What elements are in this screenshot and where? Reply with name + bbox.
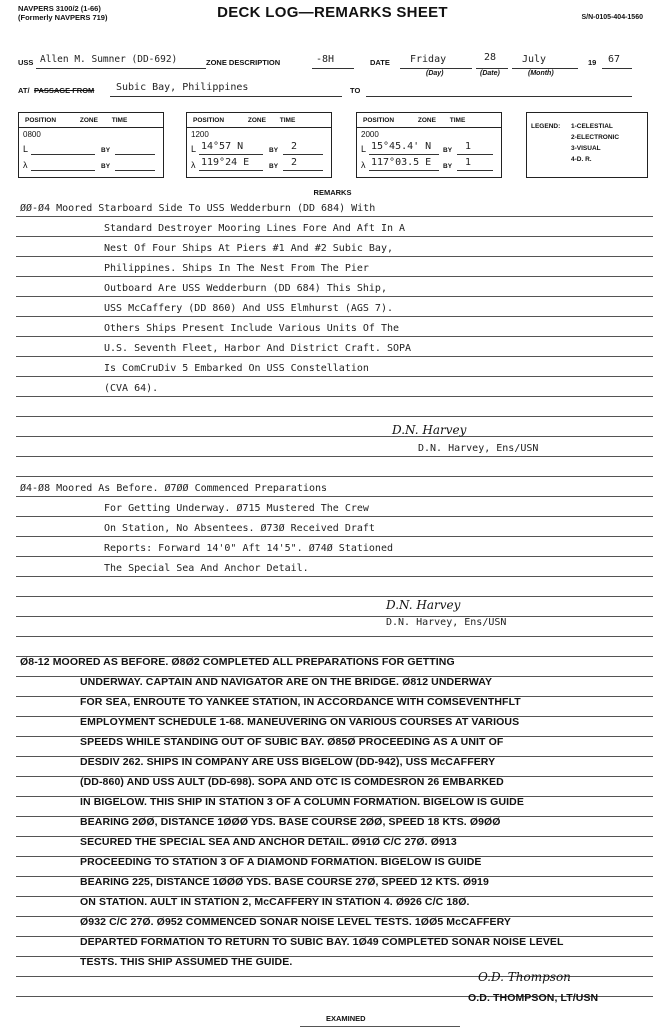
col-zone: ZONE: [247, 117, 266, 124]
legend-item: 4-D. R.: [571, 156, 592, 163]
box-time: 0800: [23, 130, 41, 139]
day-value: Friday: [410, 54, 447, 65]
lon-by-field: [283, 159, 323, 171]
signature: D.N. Harvey: [392, 423, 467, 437]
lon-by-value: 2: [291, 157, 298, 168]
rule-line: [16, 276, 653, 277]
lat-by-field: [283, 143, 323, 155]
col-zone: ZONE: [79, 117, 98, 124]
col-time: TIME: [111, 117, 128, 124]
remark-line: Outboard Are USS Wedderburn (DD 684) This Ship,: [104, 283, 387, 294]
signature: D.N. Harvey: [386, 598, 461, 612]
month-field: [512, 54, 578, 69]
to-label: TO: [350, 86, 361, 95]
rule-line: [16, 376, 653, 377]
month-value: July: [522, 54, 547, 65]
remark-line: USS McCaffery (DD 860) And USS Elmhurst (AGS 7).: [104, 303, 393, 314]
signature: O.D. Thompson: [478, 970, 571, 984]
uss-label: USS: [18, 58, 34, 67]
remark-line: Philippines. Ships In The Nest From The Pier: [104, 263, 369, 274]
location-value: Subic Bay, Philippines: [116, 82, 249, 93]
date-caption: (Date): [480, 70, 500, 77]
rule-line: [16, 416, 653, 417]
lon-by-value: 1: [465, 157, 472, 168]
remark-line: PROCEEDING TO STATION 3 OF A DIAMOND FORMATION. BIGELOW IS GUIDE: [80, 856, 482, 868]
remark-line: Standard Destroyer Mooring Lines Fore And Aft In A: [104, 223, 406, 234]
position-header: [25, 117, 127, 124]
remark-line: DEPARTED FORMATION TO RETURN TO SUBIC BAY. 1Ø49 COMPLETED SONAR NOISE LEVEL: [80, 936, 564, 948]
lon-symbol: λ: [23, 160, 28, 170]
signer-name: O.D. THOMPSON, LT/USN: [468, 992, 599, 1004]
rule-line: [16, 456, 653, 457]
formerly-text: (Formerly NAVPERS 719): [18, 13, 108, 22]
lat-by-field: [115, 143, 155, 155]
zone-field: [312, 54, 354, 69]
signer-name: D.N. Harvey, Ens/USN: [418, 443, 539, 454]
remark-line: Reports: Forward 14'0" Aft 14'5". Ø74Ø Stationed: [104, 543, 393, 554]
lon-symbol: λ: [361, 160, 366, 170]
remark-line: The Special Sea And Anchor Detail.: [104, 563, 309, 574]
remark-line: U.S. Seventh Fleet, Harbor And District Craft. SOPA: [104, 343, 412, 354]
day-field: [400, 54, 472, 69]
by-label: BY: [443, 147, 453, 154]
remark-line: IN BIGELOW. THIS SHIP IN STATION 3 OF A COLUMN FORMATION. BIGELOW IS GUIDE: [80, 796, 524, 808]
remark-line: For Getting Underway. Ø715 Mustered The Crew: [104, 503, 369, 514]
remark-line: SPEEDS WHILE STANDING OUT OF SUBIC BAY. Ø85Ø PROCEEDING AS A UNIT OF: [80, 736, 504, 748]
lat-value: 15°45.4' N: [371, 141, 432, 152]
year-prefix: 19: [588, 58, 597, 67]
lat-field: [369, 143, 439, 155]
day-caption: (Day): [426, 70, 444, 77]
stock-number: S/N-0105-404-1560: [581, 14, 643, 21]
rule-line: [16, 356, 653, 357]
rule-line: [16, 536, 653, 537]
position-header: [193, 117, 295, 124]
lat-by-value: 2: [291, 141, 298, 152]
lon-value: 119°24 E: [201, 157, 250, 168]
rule-line: [16, 576, 653, 577]
remark-line: (DD-860) AND USS AULT (DD-698). SOPA AND OTC IS COMDESRON 26 EMBARKED: [80, 776, 504, 788]
lon-field: [369, 159, 439, 171]
lon-field: [31, 159, 95, 171]
examined-line: [300, 1026, 460, 1027]
remark-line: On Station, No Absentees. Ø73Ø Received Draft: [104, 523, 375, 534]
remark-line: SECURED THE SPECIAL SEA AND ANCHOR DETAIL. Ø91Ø C/C 27Ø. Ø913: [80, 836, 457, 848]
at-label: AT/: [18, 86, 30, 95]
date-value: 28: [484, 52, 497, 63]
form-number-text: NAVPERS 3100/2 (1-66): [18, 4, 101, 13]
lat-field: [199, 143, 263, 155]
rule-line: [16, 396, 653, 397]
month-caption: (Month): [528, 70, 554, 77]
by-label: BY: [101, 147, 111, 154]
position-header: [363, 117, 465, 124]
remark-line: TESTS. THIS SHIP ASSUMED THE GUIDE.: [80, 956, 293, 968]
rule-line: [16, 556, 653, 557]
col-time: TIME: [279, 117, 296, 124]
lat-value: 14°57 N: [201, 141, 244, 152]
rule-line: [16, 516, 653, 517]
box-time: 2000: [361, 130, 379, 139]
by-label: BY: [269, 147, 279, 154]
year-field: [602, 54, 632, 69]
position-box-1200: [186, 112, 332, 178]
lat-field: [31, 143, 95, 155]
zone-value: -8H: [316, 54, 335, 65]
location-field: [110, 82, 342, 97]
remark-line: Is ComCruDiv 5 Embarked On USS Constellation: [104, 363, 369, 374]
year-value: 67: [608, 54, 621, 65]
remarks-header: REMARKS: [313, 188, 352, 197]
remark-line: ØØ-Ø4 Moored Starboard Side To USS Wedderburn (DD 684) With: [20, 203, 376, 214]
zone-description-label: ZONE DESCRIPTION: [206, 58, 281, 67]
remark-line: DESDIV 262. SHIPS IN COMPANY ARE USS BIGELOW (DD-942), USS McCAFFERY: [80, 756, 496, 768]
col-position: POSITION: [25, 117, 57, 124]
rule-line: [16, 216, 653, 217]
ship-name-field: [36, 54, 206, 69]
rule-line: [16, 596, 653, 597]
remark-line: (CVA 64).: [104, 383, 159, 394]
rule-line: [16, 636, 653, 637]
box-time: 1200: [191, 130, 209, 139]
col-position: POSITION: [193, 117, 225, 124]
remark-line: Ø932 C/C 27Ø. Ø952 COMMENCED SONAR NOISE LEVEL TESTS. 1ØØ5 McCAFFERY: [80, 916, 511, 928]
lon-field: [199, 159, 263, 171]
lat-symbol: L: [23, 144, 29, 154]
legend-item: 1-CELESTIAL: [571, 123, 613, 130]
date-field: [476, 54, 508, 69]
position-box-0800: [18, 112, 164, 178]
remark-line: BEARING 225, DISTANCE 1ØØØ YDS. BASE COURSE 27Ø, SPEED 12 KTS. Ø919: [80, 876, 489, 888]
destination-field: [366, 82, 632, 97]
rule-line: [16, 336, 653, 337]
rule-line: [16, 616, 653, 617]
rule-line: [16, 256, 653, 257]
remark-line: UNDERWAY. CAPTAIN AND NAVIGATOR ARE ON THE BRIDGE. Ø812 UNDERWAY: [80, 676, 493, 688]
lat-by-field: [457, 143, 493, 155]
rule-line: [16, 476, 653, 477]
remark-line: Others Ships Present Include Various Units Of The: [104, 323, 400, 334]
lon-value: 117°03.5 E: [371, 157, 432, 168]
lat-symbol: L: [361, 144, 367, 154]
rule-line: [16, 436, 653, 437]
remark-line: EMPLOYMENT SCHEDULE 1-68. MANEUVERING ON VARIOUS COURSES AT VARIOUS: [80, 716, 520, 728]
ship-name: Allen M. Sumner (DD-692): [40, 54, 178, 65]
rule-line: [16, 236, 653, 237]
date-label: DATE: [370, 58, 390, 67]
legend-item: 2-ELECTRONIC: [571, 134, 620, 141]
by-label: BY: [269, 163, 279, 170]
rule-line: [16, 496, 653, 497]
remark-line: Nest Of Four Ships At Piers #1 And #2 Subic Bay,: [104, 243, 393, 254]
by-label: BY: [101, 163, 111, 170]
lat-by-value: 1: [465, 141, 472, 152]
lat-symbol: L: [191, 144, 197, 154]
legend-box: [526, 112, 648, 178]
position-box-2000: [356, 112, 502, 178]
by-label: BY: [443, 163, 453, 170]
legend-title: LEGEND:: [531, 123, 561, 130]
lon-by-field: [115, 159, 155, 171]
rule-line: [16, 316, 653, 317]
passage-from-label: PASSAGE FROM: [34, 86, 95, 95]
form-title: DECK LOG—REMARKS SHEET: [217, 4, 448, 21]
rule-line: [16, 296, 653, 297]
lon-symbol: λ: [191, 160, 196, 170]
examined-label: EXAMINED: [326, 1014, 366, 1023]
remark-line: Ø8-12 MOORED AS BEFORE. Ø8Ø2 COMPLETED ALL PREPARATIONS FOR GETTING: [20, 656, 455, 668]
remark-line: BEARING 2ØØ, DISTANCE 1ØØØ YDS. BASE COURSE 2ØØ, SPEED 18 KTS. Ø9ØØ: [80, 816, 501, 828]
col-time: TIME: [449, 117, 466, 124]
lon-by-field: [457, 159, 493, 171]
remark-line: FOR SEA, ENROUTE TO YANKEE STATION, IN ACCORDANCE WITH COMSEVENTHFLT: [80, 696, 521, 708]
legend-item: 3-VISUAL: [571, 145, 601, 152]
signer-name: D.N. Harvey, Ens/USN: [386, 617, 507, 628]
remark-line: Ø4-Ø8 Moored As Before. Ø7ØØ Commenced Preparations: [20, 483, 328, 494]
remark-line: ON STATION. AULT IN STATION 2, McCAFFERY IN STATION 4. Ø926 C/C 18Ø.: [80, 896, 470, 908]
col-position: POSITION: [363, 117, 395, 124]
col-zone: ZONE: [417, 117, 436, 124]
